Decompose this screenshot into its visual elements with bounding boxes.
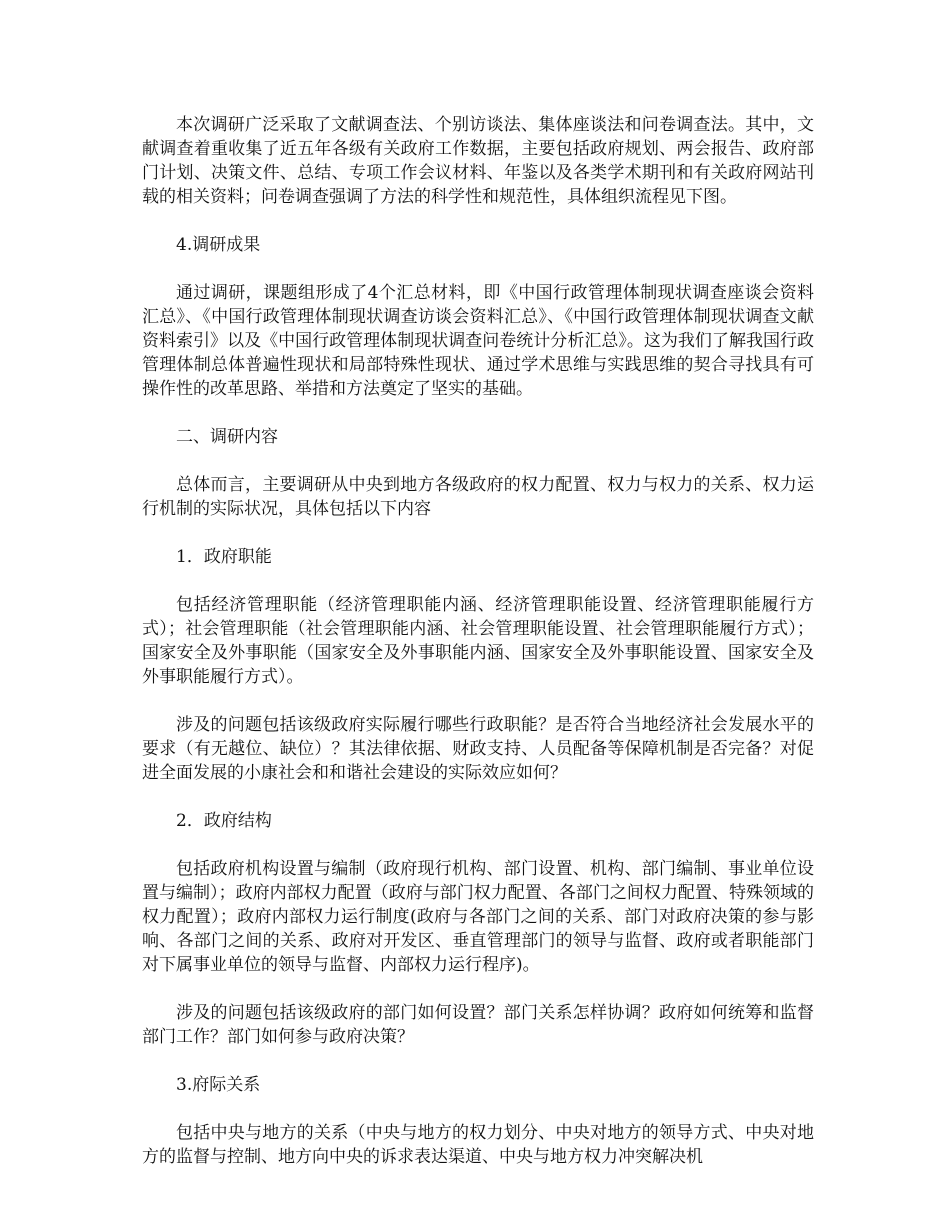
heading-research-results: 4.调研成果 <box>176 235 261 255</box>
heading-government-structure: 2．政府结构 <box>176 811 272 831</box>
heading-government-functions: 1．政府职能 <box>176 547 272 567</box>
paragraph-content-overview: 总体而言，主要调研从中央到地方各级政府的权力配置、权力与权力的关系、权力运行机制的实际状况，具体包括以下内容 <box>142 475 814 519</box>
paragraph-structure-scope: 包括政府机构设置与编制（政府现行机构、部门设置、机构、部门编制、事业单位设置与编制）；政府内部权力配置（政府与部门权力配置、各部门之间权力配置、特殊领域的权力配置）；政府内部权力运行制度(政府与各部门之间的关系、部门对政府决策的参与影响、各部门之间的关系、政府对开发区、垂直管理部门的领导与监督、政府或者职能部门对下属事业单位的领导与监督、内部权力运行程序)。 <box>142 859 814 975</box>
paragraph-intergovernmental-scope: 包括中央与地方的关系（中央与地方的权力划分、中央对地方的领导方式、中央对地方的监督与控制、地方向中央的诉求表达渠道、中央与地方权力冲突解决机 <box>142 1123 814 1167</box>
document-body <box>142 113 814 1193</box>
paragraph-research-results: 通过调研，课题组形成了4个汇总材料，即《中国行政管理体制现状调查座谈会资料汇总》、《中国行政管理体制现状调查访谈会资料汇总》、《中国行政管理体制现状调查文献资料索引》以及《中国行政管理体制现状调查问卷统计分析汇总》。这为我们了解我国行政管理体制总体普遍性现状和局部特殊性现状、通过学术思维与实践思维的契合寻找具有可操作性的改革思路、举措和方法奠定了坚实的基础。 <box>142 283 814 399</box>
heading-intergovernmental-relations: 3.府际关系 <box>176 1075 261 1095</box>
heading-research-content: 二、调研内容 <box>176 427 278 447</box>
paragraph-functions-scope: 包括经济管理职能（经济管理职能内涵、经济管理职能设置、经济管理职能履行方式）；社会管理职能（社会管理职能内涵、社会管理职能设置、社会管理职能履行方式）；国家安全及外事职能（国家安全及外事职能内涵、国家安全及外事职能设置、国家安全及外事职能履行方式）。 <box>142 595 814 687</box>
paragraph-research-methods: 本次调研广泛采取了文献调查法、个别访谈法、集体座谈法和问卷调查法。其中，文献调查着重收集了近五年各级有关政府工作数据，主要包括政府规划、两会报告、政府部门计划、决策文件、总结、专项工作会议材料、年鉴以及各类学术期刊和有关政府网站刊载的相关资料；问卷调查强调了方法的科学性和规范性，具体组织流程见下图。 <box>142 115 814 207</box>
paragraph-functions-questions: 涉及的问题包括该级政府实际履行哪些行政职能？是否符合当地经济社会发展水平的要求（有无越位、缺位）？其法律依据、财政支持、人员配备等保障机制是否完备？对促进全面发展的小康社会和和谐社会建设的实际效应如何？ <box>142 715 814 783</box>
paragraph-structure-questions: 涉及的问题包括该级政府的部门如何设置？部门关系怎样协调？政府如何统筹和监督部门工作？部门如何参与政府决策？ <box>142 1003 814 1047</box>
